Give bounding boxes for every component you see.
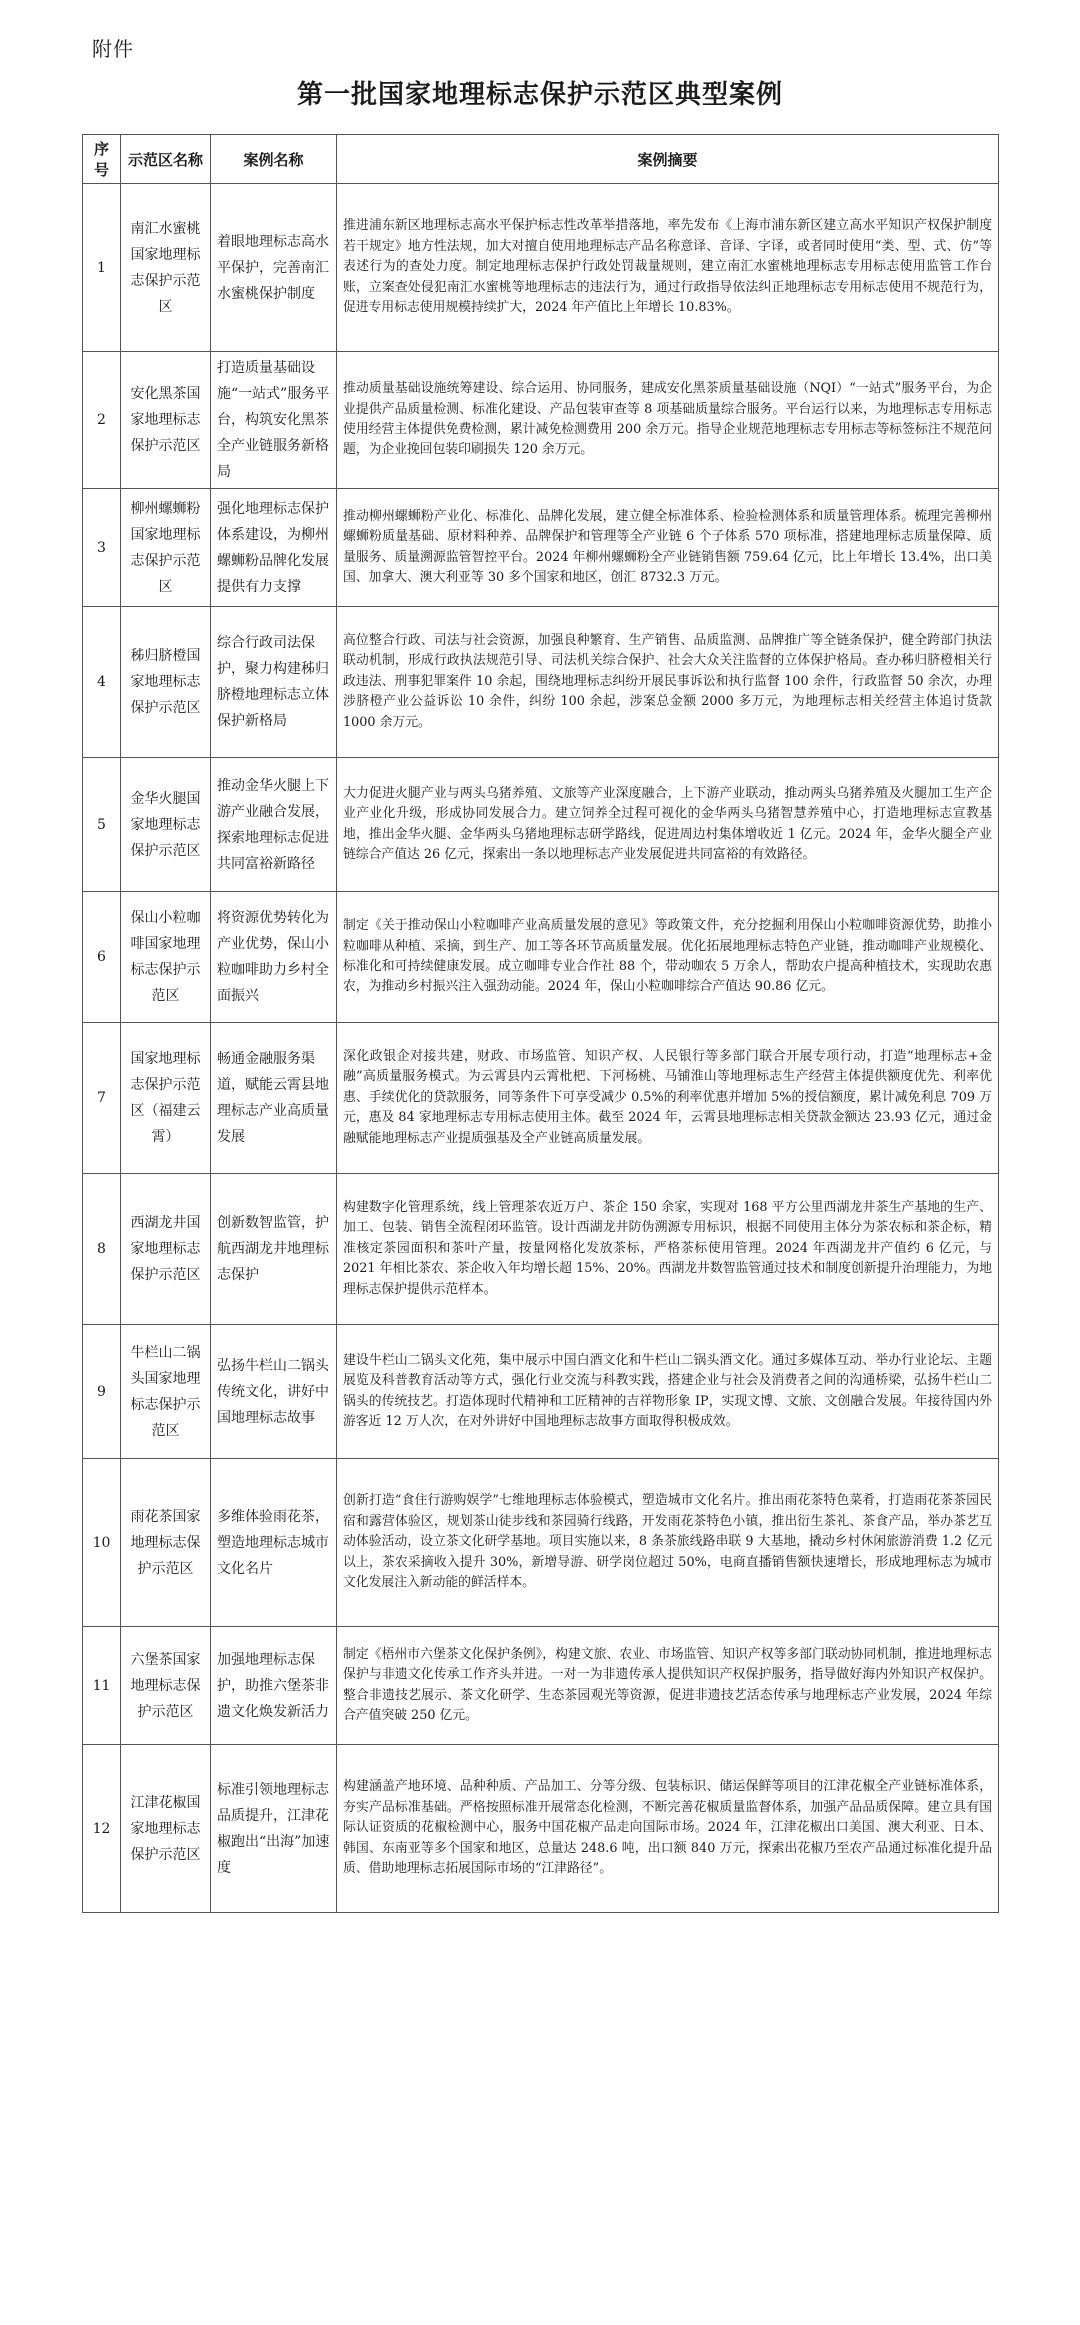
zone-name: 安化黑茶国家地理标志保护示范区: [121, 352, 211, 489]
attachment-label: 附件: [92, 37, 134, 61]
case-summary: 构建涵盖产地环境、品种种质、产品加工、分等分级、包装标识、储运保鲜等项目的江津花椒全产业链标准体系，夯实产品标准基础。严格按照标准开展常态化检测，不断完善花椒质量监督体系，加强产品品质保障。建立具有国际认证资质的花椒检测中心，服务中国花椒产品走向国际市场。2024 年，江津花椒出口美国、澳大利亚、日本、韩国、东南亚等多个国家和地区，总量达 248.6 吨，出口额 840 万元，探索出花椒乃至农产品通过标准化提升品质、借助地理标志拓展国际市场的“江津路径”。: [337, 1745, 999, 1913]
table-row: [83, 892, 999, 1023]
case-summary: 构建数字化管理系统，线上管理茶农近万户、茶企 150 余家，实现对 168 平方公里西湖龙井茶生产基地的生产、加工、包装、销售全流程闭环监管。设计西湖龙井防伪溯源专用标识，根据不同使用主体分为茶农标和茶企标，精准核定茶园面积和茶叶产量，按量网格化发放茶标，严格茶标使用管理。2024 年西湖龙井产值约 6 亿元，与 2021 年相比茶农、茶企收入年均增长超 15%、20%。西湖龙井数智监管通过技术和制度创新提升治理能力，为地理标志保护提供示范样本。: [337, 1174, 999, 1325]
table-row: [83, 758, 999, 892]
zone-name: 牛栏山二锅头国家地理标志保护示范区: [121, 1325, 211, 1459]
row-number: 10: [83, 1459, 121, 1627]
table-row: [83, 352, 999, 489]
zone-name: 江津花椒国家地理标志保护示范区: [121, 1745, 211, 1913]
case-name: 推动金华火腿上下游产业融合发展，探索地理标志促进共同富裕新路径: [211, 758, 337, 892]
row-number: 12: [83, 1745, 121, 1913]
case-summary: 大力促进火腿产业与两头乌猪养殖、文旅等产业深度融合，上下游产业联动，推动两头乌猪养殖及火腿加工生产企业产业化升级，形成协同发展合力。建立饲养全过程可视化的金华两头乌猪智慧养殖中心，打造地理标志宣教基地，推出金华火腿、金华两头乌猪地理标志研学路线，促进周边村集体增收近 1 亿元。2024 年，金华火腿全产业链综合产值达 26 亿元，探索出一条以地理标志产业发展促进共同富裕的有效路径。: [337, 758, 999, 892]
row-number: 4: [83, 607, 121, 758]
case-summary: 制定《梧州市六堡茶文化保护条例》，构建文旅、农业、市场监管、知识产权等多部门联动协同机制，推进地理标志保护与非遗文化传承工作齐头并进。一对一为非遗传承人提供知识产权保护服务，指导做好海内外知识产权保护。整合非遗技艺展示、茶文化研学、生态茶园观光等资源，促进非遗技艺活态传承与地理标志产业发展，2024 年综合产值突破 250 亿元。: [337, 1627, 999, 1745]
zone-name: 保山小粒咖啡国家地理标志保护示范区: [121, 892, 211, 1023]
zone-name: 西湖龙井国家地理标志保护示范区: [121, 1174, 211, 1325]
table-row: [83, 607, 999, 758]
case-summary: 创新打造“食住行游购娱学”七维地理标志体验模式，塑造城市文化名片。推出雨花茶特色菜肴，打造雨花茶茶园民宿和露营体验区，规划茶山徒步线和茶园骑行线路，开发雨花茶特色小镇，推出衍生茶礼、茶食产品，举办茶艺互动体验活动，设立茶文化研学基地。项目实施以来，8 条茶旅线路串联 9 大基地，撬动乡村休闲旅游消费 1.2 亿元以上，茶农采摘收入提升 30%，新增导游、研学岗位超过 50%，电商直播销售额快速增长，形成地理标志为城市文化发展注入新动能的鲜活样本。: [337, 1459, 999, 1627]
case-name: 着眼地理标志高水平保护，完善南汇水蜜桃保护制度: [211, 184, 337, 352]
table-row: [83, 184, 999, 352]
case-name: 综合行政司法保护，聚力构建秭归脐橙地理标志立体保护新格局: [211, 607, 337, 758]
table-row: [83, 1174, 999, 1325]
cases-table: [82, 134, 999, 1913]
case-summary: 推动质量基础设施统筹建设、综合运用、协同服务，建成安化黑茶质量基础设施（NQI）“一站式”服务平台，为企业提供产品质量检测、标准化建设、产品包装审查等 8 项基础质量综合服务。平台运行以来，为地理标志专用标志使用经营主体提供免费检测，累计减免检测费用 200 余万元。指导企业规范地理标志专用标志等标签标注不规范问题，为企业挽回包装印刷损失 120 余万元。: [337, 352, 999, 489]
case-name: 多维体验雨花茶，塑造地理标志城市文化名片: [211, 1459, 337, 1627]
row-number: 2: [83, 352, 121, 489]
zone-name: 雨花茶国家地理标志保护示范区: [121, 1459, 211, 1627]
row-number: 8: [83, 1174, 121, 1325]
table-row: [83, 1325, 999, 1459]
zone-name: 秭归脐橙国家地理标志保护示范区: [121, 607, 211, 758]
table-row: [83, 1459, 999, 1627]
row-number: 1: [83, 184, 121, 352]
row-number: 11: [83, 1627, 121, 1745]
row-number: 7: [83, 1023, 121, 1174]
row-number: 9: [83, 1325, 121, 1459]
case-summary: 推进浦东新区地理标志高水平保护标志性改革举措落地，率先发布《上海市浦东新区建立高水平知识产权保护制度若干规定》地方性法规，加大对擅自使用地理标志产品名称意译、音译、字译，或者同时使用“类、型、式、仿”等表述行为的查处力度。制定地理标志保护行政处罚裁量规则，建立南汇水蜜桃地理标志专用标志使用监管工作台账，立案查处侵犯南汇水蜜桃等地理标志的违法行为，通过行政指导依法纠正地理标志专用标志使用不规范行为，促进专用标志使用规模持续扩大，2024 年产值比上年增长 10.83%。: [337, 184, 999, 352]
case-name: 创新数智监管，护航西湖龙井地理标志保护: [211, 1174, 337, 1325]
case-name: 打造质量基础设施“一站式”服务平台，构筑安化黑茶全产业链服务新格局: [211, 352, 337, 489]
case-name: 标准引领地理标志品质提升，江津花椒跑出“出海”加速度: [211, 1745, 337, 1913]
case-summary: 建设牛栏山二锅头文化苑，集中展示中国白酒文化和牛栏山二锅头酒文化。通过多媒体互动、举办行业论坛、主题展览及科普教育活动等方式，强化行业交流与科教实践，搭建企业与社会及消费者之间的沟通桥梁，弘扬牛栏山二锅头的传统技艺。打造体现时代精神和工匠精神的吉祥物形象 IP，实现文博、文旅、文创融合发展。年接待国内外游客近 12 万人次，在对外讲好中国地理标志故事方面取得积极成效。: [337, 1325, 999, 1459]
header-number: 序号: [83, 135, 121, 184]
header-case-name: 案例名称: [211, 135, 337, 184]
row-number: 3: [83, 489, 121, 607]
case-name: 弘扬牛栏山二锅头传统文化，讲好中国地理标志故事: [211, 1325, 337, 1459]
table-row: [83, 1627, 999, 1745]
zone-name: 六堡茶国家地理标志保护示范区: [121, 1627, 211, 1745]
table-row: [83, 1745, 999, 1913]
zone-name: 柳州螺蛳粉国家地理标志保护示范区: [121, 489, 211, 607]
case-summary: 推动柳州螺蛳粉产业化、标准化、品牌化发展，建立健全标准体系、检验检测体系和质量管理体系。梳理完善柳州螺蛳粉质量基础、原材料种养、品牌保护和管理等全产业链 6 个子体系 570 项标准，搭建地理标志质量保障、质量服务、质量溯源监管智控平台。2024 年柳州螺蛳粉全产业链销售额 759.64 亿元，比上年增长 13.4%，出口美国、加拿大、澳大利亚等 30 多个国家和地区，创汇 8732.3 万元。: [337, 489, 999, 607]
table-row: [83, 489, 999, 607]
case-name: 强化地理标志保护体系建设，为柳州螺蛳粉品牌化发展提供有力支撑: [211, 489, 337, 607]
case-summary: 深化政银企对接共建，财政、市场监管、知识产权、人民银行等多部门联合开展专项行动，打造“地理标志+金融”高质量服务模式。为云霄县内云霄枇杷、下河杨桃、马铺淮山等地理标志生产经营主体提供额度优先、利率优惠、手续优化的贷款服务，同等条件下可享受减少 0.5%的利率优惠并增加 5%的授信额度，累计减免利息 709 万元，惠及 84 家地理标志专用标志使用主体。截至 2024 年，云霄县地理标志相关贷款金额达 23.93 亿元，通过金融赋能地理标志产业提质强基及全产业链高质量发展。: [337, 1023, 999, 1174]
zone-name: 国家地理标志保护示范区（福建云霄）: [121, 1023, 211, 1174]
row-number: 5: [83, 758, 121, 892]
zone-name: 金华火腿国家地理标志保护示范区: [121, 758, 211, 892]
header-case-summary: 案例摘要: [337, 135, 999, 184]
row-number: 6: [83, 892, 121, 1023]
zone-name: 南汇水蜜桃国家地理标志保护示范区: [121, 184, 211, 352]
case-name: 加强地理标志保护，助推六堡茶非遗文化焕发新活力: [211, 1627, 337, 1745]
document-title: 第一批国家地理标志保护示范区典型案例: [296, 80, 783, 110]
table-row: [83, 1023, 999, 1174]
table-header-row: [83, 135, 999, 184]
case-name: 畅通金融服务渠道，赋能云霄县地理标志产业高质量发展: [211, 1023, 337, 1174]
case-summary: 制定《关于推动保山小粒咖啡产业高质量发展的意见》等政策文件，充分挖掘利用保山小粒咖啡资源优势，助推小粒咖啡从种植、采摘，到生产、加工等各环节高质量发展。优化拓展地理标志特色产业链，推动咖啡产业规模化、标准化和可持续健康发展。成立咖啡专业合作社 88 个，带动咖农 5 万余人，帮助农户提高种植技术，实现助农惠农，为推动乡村振兴注入强劲动能。2024 年，保山小粒咖啡综合产值达 90.86 亿元。: [337, 892, 999, 1023]
case-name: 将资源优势转化为产业优势，保山小粒咖啡助力乡村全面振兴: [211, 892, 337, 1023]
case-summary: 高位整合行政、司法与社会资源，加强良种繁育、生产销售、品质监测、品牌推广等全链条保护，健全跨部门执法联动机制，形成行政执法规范引导、司法机关综合保护、社会大众关注监督的立体保护格局。查办秭归脐橙相关行政违法、刑事犯罪案件 10 余起，围绕地理标志纠纷开展民事诉讼和执行监督 100 余件，行政监督 50 余次，办理涉脐橙产业公益诉讼 10 余件，纠纷 100 余起，涉案总金额 2000 多万元，为地理标志相关经营主体追讨货款 1000 余万元。: [337, 607, 999, 758]
header-zone-name: 示范区名称: [121, 135, 211, 184]
